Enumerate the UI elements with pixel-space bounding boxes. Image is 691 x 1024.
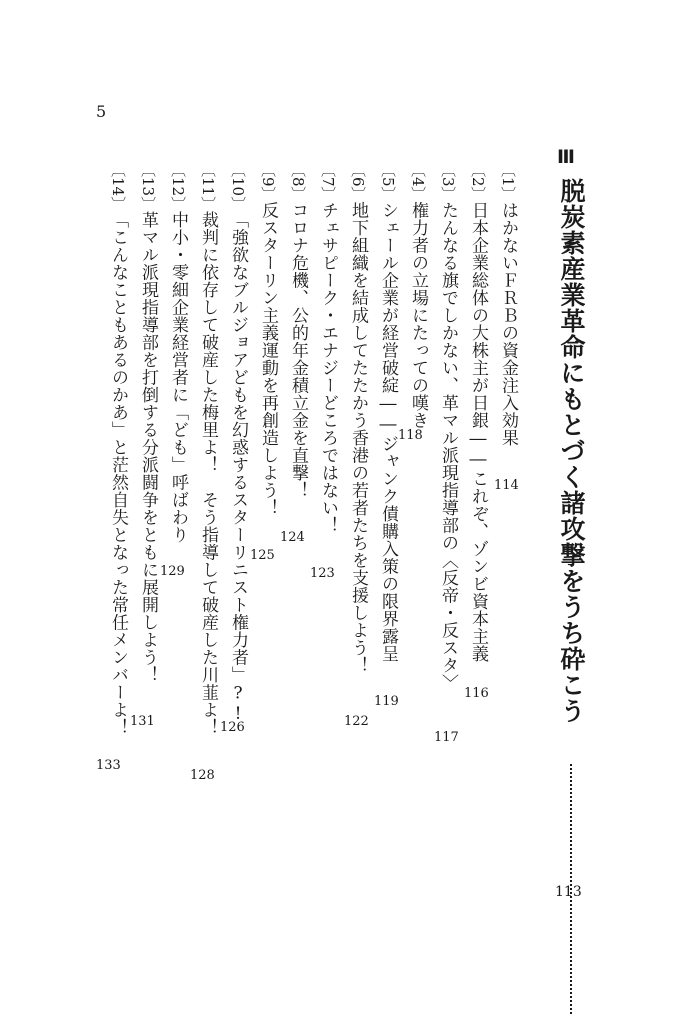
toc-item-page: 117	[434, 730, 459, 745]
toc-item[interactable]	[190, 162, 222, 783]
toc-item-page: 129	[160, 564, 185, 579]
toc-item-page: 116	[464, 686, 489, 701]
toc-item[interactable]	[220, 162, 252, 735]
toc-item[interactable]	[434, 162, 462, 745]
toc-item-number: 〔4〕	[409, 162, 427, 202]
toc-item-page: 128	[190, 768, 215, 783]
toc-item-page: 131	[130, 714, 155, 729]
toc-item-title: コロナ危機、公的年金積立金を直撃！	[288, 201, 308, 500]
toc-item[interactable]	[494, 162, 522, 493]
toc-item-title: チェサピーク・エナジーどころではない！	[318, 201, 338, 535]
toc-item-page: 124	[280, 530, 305, 545]
toc-item-number: 〔11〕	[199, 162, 217, 212]
toc-item[interactable]	[374, 162, 402, 709]
toc-item-number: 〔7〕	[319, 162, 337, 202]
toc-item-page: 122	[344, 714, 369, 729]
toc-item[interactable]	[130, 162, 162, 729]
toc-item-number: 〔2〕	[469, 162, 487, 202]
toc-item-title: 反スターリン主義運動を再創造しよう！	[258, 201, 278, 517]
section-page-number: 113	[555, 884, 582, 900]
toc-item-number: 〔10〕	[229, 162, 247, 212]
toc-item-number: 〔9〕	[259, 162, 277, 202]
toc-item-number: 〔5〕	[379, 162, 397, 202]
toc-item-page: 133	[96, 758, 121, 773]
toc-item-page: 125	[250, 548, 275, 563]
toc-item-title: はかないＦＲＢの資金注入効果	[498, 201, 518, 447]
toc-item[interactable]	[398, 162, 432, 443]
toc-item-title: シェール企業が経営破綻――ジャンク債購入策の限界露呈	[378, 201, 398, 663]
toc-item[interactable]	[310, 162, 342, 581]
toc-item-title: 日本企業総体の大株主が日銀――これぞ、ゾンビ資本主義	[468, 201, 488, 663]
section-title: 脱炭素産業革命にもとづく諸攻撃をうち砕こう	[557, 178, 586, 724]
toc-item-page: 123	[310, 566, 335, 581]
toc-item[interactable]	[280, 162, 312, 545]
toc-item-title: 権力者の立場にたっての嘆き	[408, 201, 428, 430]
toc-item-number: 〔1〕	[499, 162, 517, 202]
toc-item-number: 〔8〕	[289, 162, 307, 202]
toc-item[interactable]	[250, 162, 282, 563]
toc-item-title: 地下組織を結成してたたかう香港の若者たちを支援しよう！	[348, 201, 368, 675]
toc-item-page: 126	[220, 720, 245, 735]
section-mark: Ⅲ	[555, 146, 577, 167]
toc-item-title: たんなる旗でしかない、革マル派現指導部の〈反帝・反スタ〉	[438, 201, 458, 692]
toc-item-number: 〔12〕	[169, 162, 187, 212]
toc-item-title: 中小・零細企業経営者に「ども」呼ばわり	[168, 211, 188, 544]
toc-item-number: 〔13〕	[139, 162, 157, 212]
toc-item-title: 革マル派現指導部を打倒する分派闘争をともに展開しよう！	[138, 211, 158, 684]
toc-item[interactable]	[464, 162, 492, 701]
toc-item-page: 114	[494, 478, 519, 493]
toc-item-page: 119	[374, 694, 399, 709]
toc-item[interactable]	[160, 162, 192, 579]
toc-item-number: 〔3〕	[439, 162, 457, 202]
toc-item-number: 〔6〕	[349, 162, 367, 202]
page-number: 5	[96, 102, 107, 121]
toc-item-title: 裁判に依存して破産した梅里よ！ そう指導して破産した川韮よ！	[198, 211, 218, 737]
section-heading	[551, 146, 591, 906]
toc-item[interactable]	[96, 162, 132, 773]
toc-item-title: 「強欲なブルジョアどもを幻惑するスターリニスト権力者」?!	[228, 211, 248, 725]
toc-item-page: 118	[398, 428, 423, 443]
toc-item-number: 〔14〕	[109, 162, 127, 212]
toc-item-title: 「こんなこともあるのかあ」と茫然自失となった常任メンバーよ！	[108, 211, 128, 737]
toc-item[interactable]	[344, 162, 372, 729]
